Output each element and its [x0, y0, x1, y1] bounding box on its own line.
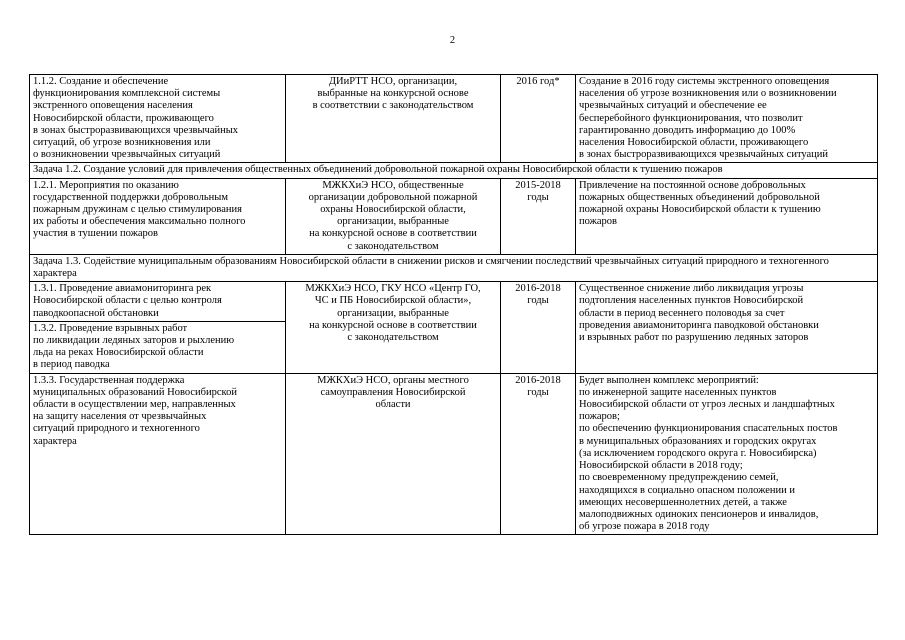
period-cell: 2016-2018 годы [501, 282, 576, 373]
result-cell: Создание в 2016 году системы экстренного оповещения населения об угрозе возникновения или о возникновении чрезвычайных ситуаций и обеспечение ее бесперебойного функционирования, что позволит гарантированно доводить информацию до 100% населения Новосибирской области, проживающего в зонах быстроразвивающихся чрезвычайных ситуаций [576, 75, 878, 163]
measure-cell: 1.2.1. Мероприятия по оказанию государственной поддержки добровольным пожарным дружинам с целью стимулирования их работы и обеспечения максимально полного участия в тушении пожаров [30, 178, 286, 254]
task-heading-1-3: Задача 1.3. Содействие муниципальным образованиям Новосибирской области в снижении рисков и смягчении последствий чрезвычайных ситуаций природного и техногенного характера [30, 254, 878, 281]
table-row [30, 75, 878, 163]
period-cell: 2015-2018 годы [501, 178, 576, 254]
table-row [30, 178, 878, 254]
task-row [30, 254, 878, 281]
measure-cell: 1.3.3. Государственная поддержка муниципальных образований Новосибирской области в осуществлении мер, направленных на защиту населения от чрезвычайных ситуаций природного и техногенного характера [30, 373, 286, 535]
task-heading-1-2: Задача 1.2. Создание условий для привлечения общественных объединений добровольной пожарной охраны Новосибирской области к тушению пожаров [30, 163, 878, 178]
executor-cell: МЖКХиЭ НСО, органы местного самоуправления Новосибирской области [286, 373, 501, 535]
result-cell: Существенное снижение либо ликвидация угрозы подтопления населенных пунктов Новосибирской области в период весеннего половодья за счет проведения авиамониторинга паводковой обстановки и взрывных работ по разрушению ледяных заторов [576, 282, 878, 373]
measures-table [29, 74, 878, 535]
table-row [30, 373, 878, 535]
period-cell: 2016 год* [501, 75, 576, 163]
executor-cell: МЖКХиЭ НСО, общественные организации добровольной пожарной охраны Новосибирской области, организации, выбранные на конкурсной основе в соответствии с законодательством [286, 178, 501, 254]
executor-cell: МЖКХиЭ НСО, ГКУ НСО «Центр ГО, ЧС и ПБ Новосибирской области», организации, выбранные на конкурсной основе в соответствии с законодательством [286, 282, 501, 373]
task-row [30, 163, 878, 178]
result-cell: Привлечение на постоянной основе добровольных пожарных общественных объединений добровольной пожарной охраны Новосибирской области к тушению пожаров [576, 178, 878, 254]
measure-cell: 1.3.2. Проведение взрывных работ по ликвидации ледяных заторов и рыхлению льда на реках Новосибирской области в период паводка [30, 321, 286, 373]
executor-cell: ДИиРТТ НСО, организации, выбранные на конкурсной основе в соответствии с законодательством [286, 75, 501, 163]
table-row [30, 282, 878, 322]
result-cell: Будет выполнен комплекс мероприятий: по инженерной защите населенных пунктов Новосибирской области от угроз лесных и ландшафтных пожаров; по обеспечению функционирования спасательных постов в муниципальных образованиях и городских округах (за исключением городского округа г. Новосибирска) Новосибирской области в 2018 году; по своевременному предупреждению семей, находящихся в социально опасном положении и имеющих несовершеннолетних детей, а также малоподвижных одиноких пенсионеров и инвалидов, об угрозе пожара в 2018 году [576, 373, 878, 535]
period-cell: 2016-2018 годы [501, 373, 576, 535]
measure-cell: 1.3.1. Проведение авиамониторинга рек Новосибирской области с целью контроля паводкоопасной обстановки [30, 282, 286, 322]
measure-cell: 1.1.2. Создание и обеспечение функционирования комплексной системы экстренного оповещения населения Новосибирской области, проживающего в зонах быстроразвивающихся чрезвычайных ситуаций, об угрозе возникновения или о возникновении чрезвычайных ситуаций [30, 75, 286, 163]
page-number: 2 [449, 35, 456, 46]
